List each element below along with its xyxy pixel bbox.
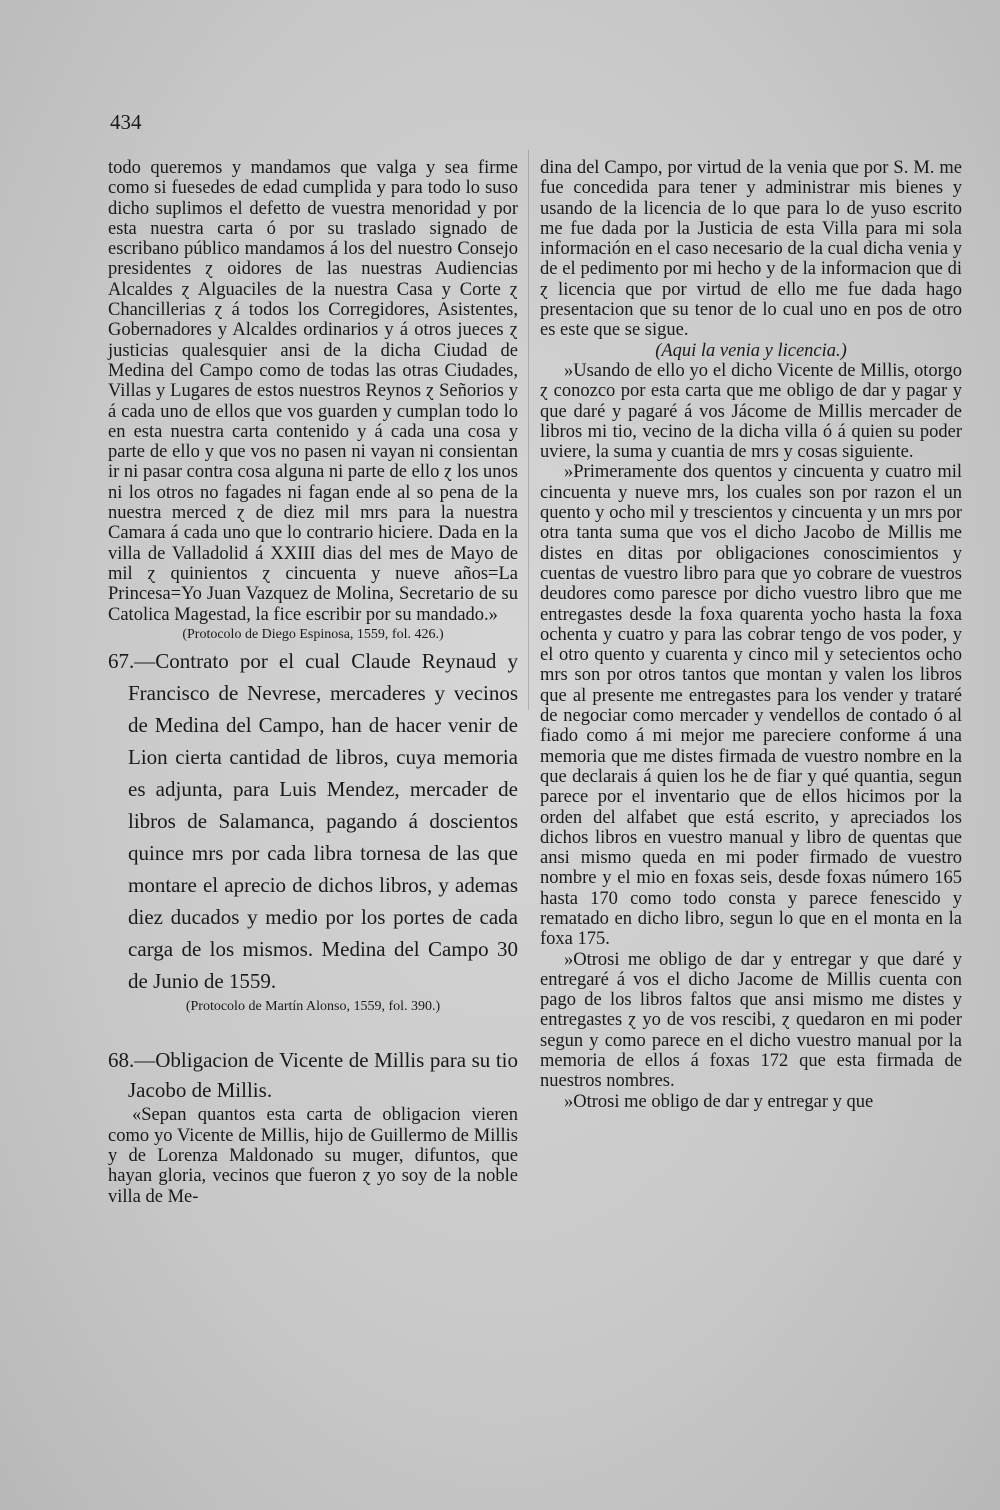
- page-number: 434: [110, 110, 142, 134]
- right-column: [540, 158, 962, 1112]
- citation-martin-alonso: (Protocolo de Martín Alonso, 1559, fol. 390.): [185, 999, 441, 1015]
- left-column: [108, 158, 518, 1207]
- right-paragraph-3: »Primeramente dos quentos y cincuenta y cuatro mil cincuenta y nueve mrs, los cuales son por razon el un quento y ocho mil y trescientos y cincuenta y un mrs por otra tanta suma que vos el dicho Jacobo de Millis me distes en ditas por obligaciones conoscimientos y cuentas de vuestro libro para que yo cobrare de vuestros deudores como paresce por dicho vuestro libro que me entregastes desde la foxa quarenta yocho hasta la foxa ochenta y cuatro y para las cobrar tengo de vos poder, y el otro quento y cuarenta y cinco mil y setecientos ocho mrs son por otros tantos que montan y valen los libros que al presente me entregastes para los vender y trataré de negociar como mercader y vendellos de contado ó al fiado como á mi mejor me pareciere conforme á una memoria que me distes firmada de vuestro nombre en la que declarais á quien los he de fiar y qué quantia, segun parece por el inventario que de ellos hicimos por la orden del alfabet que está escrito, y apreciados los dichos libros en vuestro manual y libro de quentas que ansi mismo queda en mi poder firmado de vuestro nombre y el mio en foxas seis, desde foxas número 165 hasta 170 como todo consta y parece fenescido y rematado en dicho libro, segun lo que en el monta en la foxa 175.: [540, 462, 962, 950]
- right-paragraph-2: »Usando de ello yo el dicho Vicente de Millis, otorgo ɀ conozco por esta carta que me obligo de dar y pagar y que daré y pagaré á vos Jácome de Millis mercader de libros mi tio, vecino de la dicha villa ó á quien su poder uviere, la suma y cuantia de mrs y cosas siguiente.: [540, 360, 962, 463]
- left-paragraph-1: todo queremos y mandamos que valga y sea firme como si fuesedes de edad cumplida y para todo lo suso dicho suplimos el defetto de vuestra menoridad y por esta nuestra carta ó por su traslado signado de escribano público mandamos á los del nuestro Consejo presidentes ɀ oidores de las nuestras Audiencias Alcaldes ɀ Alguaciles de la nuestra Casa y Corte ɀ Chancillerias ɀ á todos los Corregidores, Asistentes, Gobernadores y Alcaldes ordinarios y á otros jueces ɀ justicias qualesquier ansi de la dicha Ciudad de Medina del Campo como de todas las otras Ciudades, Villas y Lugares de estos nuestros Reynos ɀ Señorios y á cada uno de ellos que vos guarden y cumplan todo lo en esta nuestra carta contenido y á cada una cosa y parte de ello y que vos no pasen ni vayan ni consientan ir ni pasar contra cosa alguna ni parte de ello ɀ los unos ni los otros no fagades ni fagan ende al so pena de la nuestra merced ɀ de diez mil mrs para la nuestra Camara á cada uno que lo contrario hiciere. Dada en la villa de Valladolid á XXIII dias del mes de Mayo de mil ɀ quinientos ɀ cincuenta y nueve años=La Princesa=Yo Juan Vazquez de Molina, Secretario de su Catolica Magestad, la fice escribir por su mandado.»: [108, 158, 518, 625]
- right-paragraph-1: dina del Campo, por virtud de la venia que por S. M. me fue concedida para tener y administrar mis bienes y usando de la licencia de lo que para lo de yuso escrito me fue dada por la Justicia de esta Villa para mi sola información en el caso necesario de la cual dicha venia y de el pedimento por mi hecho y de la informacion que di ɀ licencia que por virtud de ello me fue dada hago presentacion que su tenor de lo cual uno en pos de otro es este que se sigue.: [540, 158, 962, 341]
- italic-note: (Aqui la venia y licencia.): [655, 340, 847, 361]
- column-divider: [528, 150, 529, 710]
- right-paragraph-5: »Otrosi me obligo de dar y entregar y que: [564, 1091, 874, 1112]
- left-paragraph-2: «Sepan quantos esta carta de obligacion vieren como yo Vicente de Millis, hijo de Guillermo de Millis y de Lorenza Maldonado su muger, difuntos, que hayan gloria, vecinos que fueron ɀ yo soy de la noble villa de Me-: [108, 1105, 518, 1207]
- citation-diego-espinosa: (Protocolo de Diego Espinosa, 1559, fol. 426.): [182, 626, 444, 642]
- right-paragraph-4: »Otrosi me obligo de dar y entregar y que daré y entregaré á vos el dicho Jacome de Millis cuenta con pago de los libros faltos que ansi mismo me distes y entregastes ɀ yo de vos rescibi, ɀ quedaron en mi poder segun y como parece en el dicho vuestro manual por la memoria de ellos á foxas 172 que esta firmada de nuestros nombres.: [540, 949, 962, 1092]
- entry-68-heading: 68.—Obligacion de Vicente de Millis para su tio Jacobo de Millis.: [108, 1048, 518, 1103]
- entry-67-heading: 67.—Contrato por el cual Claude Reynaud y Francisco de Nevrese, mercaderes y vecinos de Medina del Campo, han de hacer venir de Lion cierta cantidad de libros, cuya memoria es adjunta, para Luis Mendez, mercader de libros de Salamanca, pagando á doscientos quince mrs por cada libra tornesa de las que montare el aprecio de dichos libros, y ademas diez ducados y medio por los portes de cada carga de los mismos. Medina del Campo 30 de Junio de 1559.: [108, 649, 518, 994]
